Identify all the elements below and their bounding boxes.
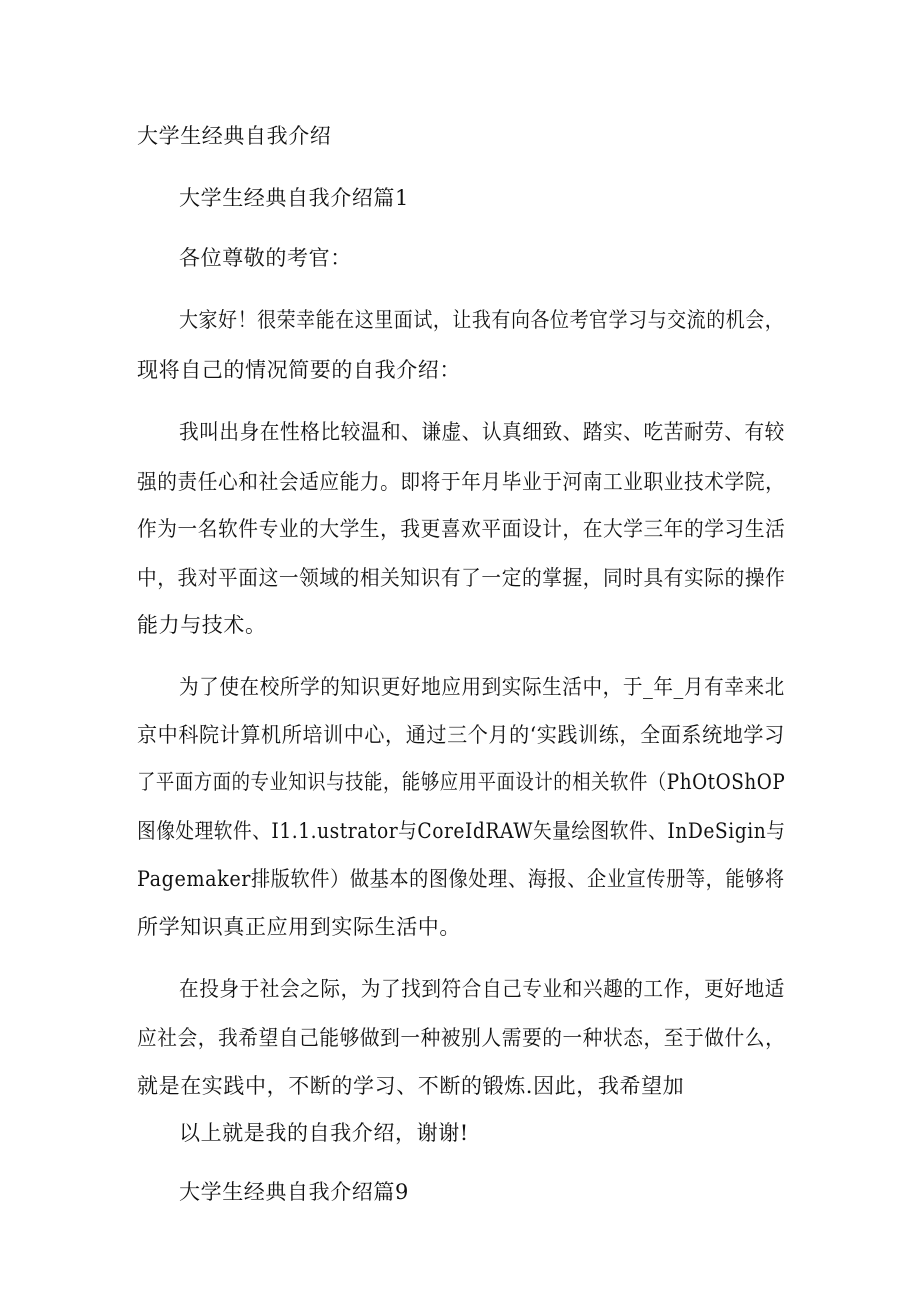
paragraph-2-line: 中，我对平面这一领域的相关知识有了一定的掌握，同时具有实际的操作 (137, 566, 786, 590)
document-title: 大学生经典自我介绍 (137, 124, 332, 148)
paragraph-4-line: 就是在实践中，不断的学习、不断的锻炼.因此，我希望加 (137, 1074, 685, 1098)
paragraph-4-line: 应社会，我希望自己能够做到一种被别人需要的一种状态，至于做什么， (137, 1026, 786, 1050)
paragraph-2-line: 强的责任心和社会适应能力。即将于年月毕业于河南工业职业技术学院， (137, 470, 786, 494)
greeting: 各位尊敬的考官： (179, 246, 352, 270)
paragraph-3-line: 为了使在校所学的知识更好地应用到实际生活中，于_年_月有幸来北 (179, 675, 785, 699)
paragraph-2-line: 能力与技术。 (137, 613, 267, 637)
closing-line: 以上就是我的自我介绍，谢谢! (179, 1121, 469, 1145)
section-1-heading: 大学生经典自我介绍篇1 (179, 186, 409, 210)
paragraph-3-line: 京中科院计算机所培训中心，通过三个月的‘实践训练，全面系统地学习 (137, 723, 785, 747)
paragraph-2-line: 我叫出身在性格比较温和、谦虚、认真细致、踏实、吃苦耐劳、有较 (179, 420, 785, 444)
section-9-heading: 大学生经典自我介绍篇9 (179, 1180, 409, 1204)
paragraph-3-line: 所学知识真正应用到实际生活中。 (137, 915, 461, 939)
paragraph-3-line: Pagemaker排版软件）做基本的图像处理、海报、企业宣传册等，能够将 (137, 867, 785, 891)
paragraph-3-line: 了平面方面的专业知识与技能，能够应用平面设计的相关软件（PhOtOShOP (137, 770, 786, 794)
paragraph-4-line: 在投身于社会之际，为了找到符合自己专业和兴趣的工作，更好地适 (179, 977, 785, 1001)
paragraph-1-line: 大家好！很荣幸能在这里面试，让我有向各位考官学习与交流的机会， (179, 308, 785, 332)
paragraph-3-line: 图像处理软件、I1.1.ustrator与CoreIdRAW矢量绘图软件、InDeSigin与 (137, 819, 786, 843)
paragraph-1-line: 现将自己的情况简要的自我介绍： (137, 358, 461, 382)
paragraph-2-line: 作为一名软件专业的大学生，我更喜欢平面设计，在大学三年的学习生活 (137, 517, 786, 541)
